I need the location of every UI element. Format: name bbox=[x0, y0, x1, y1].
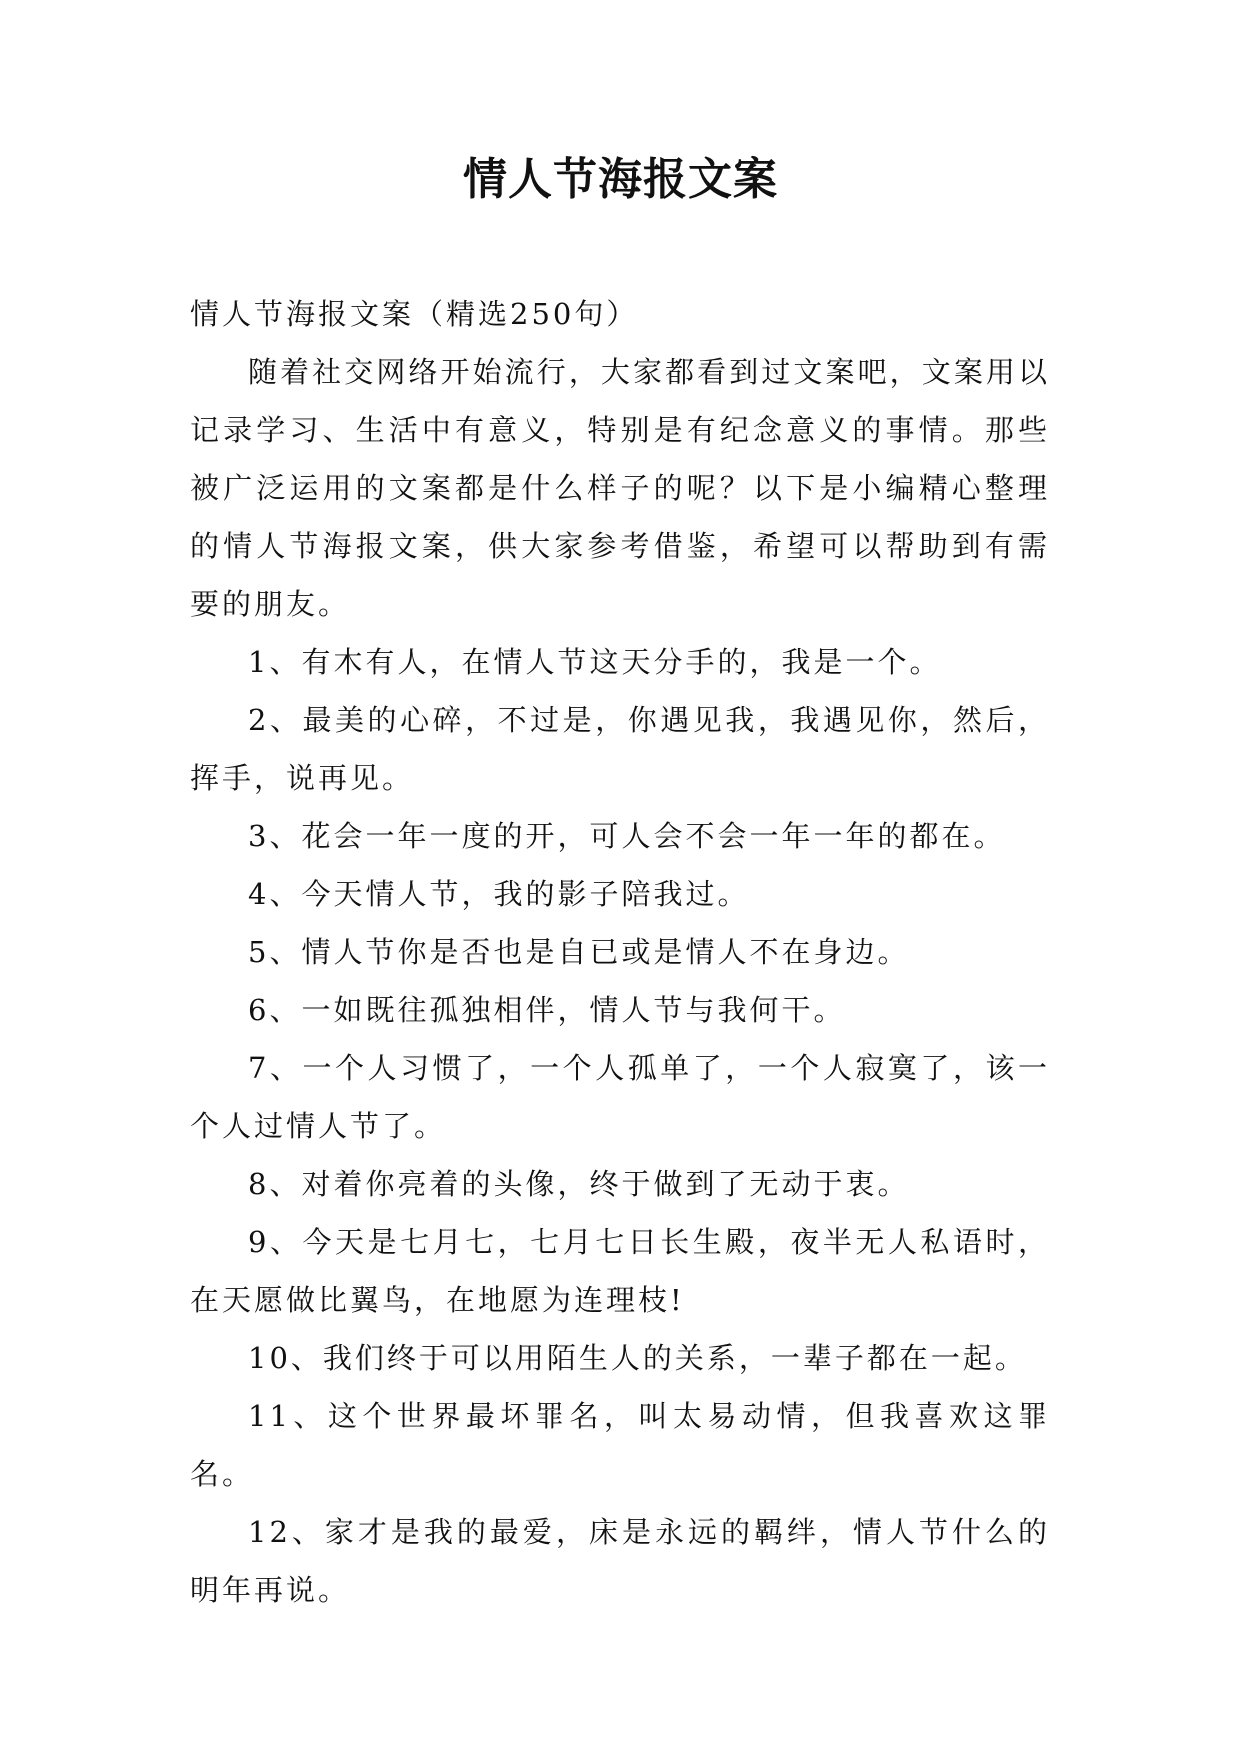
document-body bbox=[190, 285, 1050, 1619]
document-subtitle: 情人节海报文案（精选250句） bbox=[190, 297, 639, 331]
intro-paragraph: 随着社交网络开始流行，大家都看到过文案吧，文案用以记录学习、生活中有意义，特别是有纪念意义的事情。那些被广泛运用的文案都是什么样子的呢？以下是小编精心整理的情人节海报文案，供大家参考借鉴，希望可以帮助到有需要的朋友。 bbox=[190, 355, 1050, 621]
list-item: 6、一如既往孤独相伴，情人节与我何干。 bbox=[248, 993, 846, 1027]
list-item: 8、对着你亮着的头像，终于做到了无动于衷。 bbox=[248, 1167, 910, 1201]
list-item: 11、这个世界最坏罪名，叫太易动情，但我喜欢这罪名。 bbox=[190, 1399, 1050, 1491]
list-item: 1、有木有人，在情人节这天分手的，我是一个。 bbox=[248, 645, 942, 679]
list-item: 3、花会一年一度的开，可人会不会一年一年的都在。 bbox=[248, 819, 1006, 853]
list-item: 2、最美的心碎，不过是，你遇见我，我遇见你，然后，挥手，说再见。 bbox=[190, 703, 1050, 795]
list-item: 12、家才是我的最爱，床是永远的羁绊，情人节什么的明年再说。 bbox=[190, 1515, 1050, 1607]
list-item: 7、一个人习惯了，一个人孤单了，一个人寂寞了，该一个人过情人节了。 bbox=[190, 1051, 1050, 1143]
list-item: 10、我们终于可以用陌生人的关系，一辈子都在一起。 bbox=[248, 1341, 1027, 1375]
list-item: 9、今天是七月七，七月七日长生殿，夜半无人私语时，在天愿做比翼鸟，在地愿为连理枝! bbox=[190, 1225, 1050, 1317]
document-title: 情人节海报文案 bbox=[463, 154, 778, 205]
list-item: 5、情人节你是否也是自已或是情人不在身边。 bbox=[248, 935, 910, 969]
list-item: 4、今天情人节，我的影子陪我过。 bbox=[248, 877, 750, 911]
